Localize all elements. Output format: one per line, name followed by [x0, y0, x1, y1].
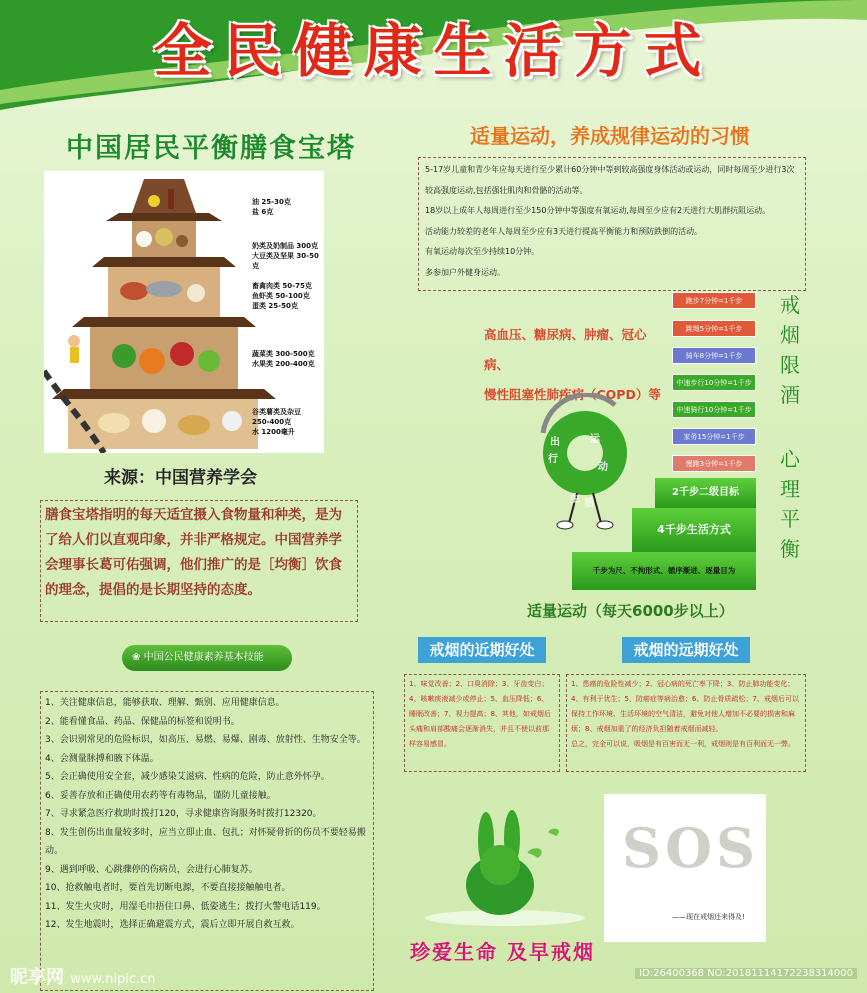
cycle-label: 行 [548, 454, 558, 465]
list-item: 7、寻求紧急医疗救助时拨打120，寻求健康咨询服务时拨打12320。 [45, 809, 322, 819]
side-text-mental-balance: 心理平衡 [780, 447, 800, 561]
pyramid-label-oil-salt: 油 25-30克 盐 6克 [252, 198, 291, 216]
cycle-label: 出 [550, 437, 560, 448]
list-item: 3、会识别常见的危险标识，如高压、易燃、易爆、剧毒、放射性、生物安全等。 [45, 735, 366, 745]
step-bar: 中速骑行10分钟=1千步 [672, 401, 756, 418]
sos-panel [604, 794, 766, 942]
pyramid-label-meat: 畜禽肉类 50-75克 鱼虾类 50-100克 蛋类 25-50克 [252, 282, 312, 310]
list-item: 4、会测量脉搏和腋下体温。 [45, 753, 159, 764]
pyramid-quote: 膳食宝塔指明的每天适宜摄入食物量和种类，是为了给人们以直观印象，并非严格规定。中国营养学会理事长葛可佑强调，他们推广的是［均衡］饮食的理念，提倡的是长期坚持的态度。 [40, 500, 358, 622]
list-item: 18岁以上成年人每周进行至少150分钟中等强度有氧运动,每周至少应有2天进行大肌群抗阻运动。 [425, 206, 771, 215]
side-text-quit-smoking: 戒烟限酒 [780, 293, 800, 407]
exercise-guidelines [418, 157, 806, 291]
image-id: ID:26400368 NO:20181114172238314000 [635, 968, 857, 979]
leaf-icon: ❀ [132, 652, 141, 663]
step-bar: 中速步行10分钟=1千步 [672, 374, 756, 391]
pyramid-label-grain: 谷类薯类及杂豆 250-400克 水 1200毫升 [252, 408, 301, 436]
cherish-life-slogan: 珍爱生命 及早戒烟 [410, 940, 595, 964]
near-benefit-text [404, 674, 560, 772]
sos-caption: ——现在戒烟还来得及! [672, 913, 745, 921]
pyramid-label-veg-fruit: 蔬菜类 300-500克 水果类 200-400克 [252, 350, 315, 368]
cycle-label: 活 [584, 498, 594, 509]
list-item: 12、发生地震时，选择正确避震方式，震后立即开展自救互救。 [45, 920, 300, 930]
step-bar: 跳绳5分钟=1千步 [672, 320, 756, 337]
list-item: 8、发生创伤出血量较多时，应当立即止血、包扎；对怀疑骨折的伤员不要轻易搬动。 [45, 827, 366, 856]
step-bar: 跑步7分钟=1千步 [672, 292, 756, 309]
pyramid-label-dairy: 奶类及奶制品 300克 大豆类及坚果 30-50克 [252, 242, 319, 270]
watermark: 昵享网 www.nipic.cn [10, 967, 156, 988]
list-item: 10、抢救触电者时，要首先切断电源，不要直接接触触电者。 [45, 883, 291, 893]
list-item: 11、发生火灾时，用湿毛巾捂住口鼻、低姿逃生；拨打火警电话119。 [45, 901, 326, 912]
list-item: 1、关注健康信息，能够获取、理解、甄别、应用健康信息。 [45, 698, 285, 708]
step-base: 千步为尺、不拘形式、循序渐进、逐量目为 [572, 552, 756, 590]
step-bar: 慢跑3分钟=1千步 [672, 455, 756, 472]
walk-caption: 适量运动（每天6000步以上） [527, 602, 734, 620]
exercise-title: 适量运动，养成规律运动的习惯 [470, 124, 750, 148]
food-pyramid-panel [44, 171, 324, 453]
list-item: 2、能看懂食品、药品、保健品的标签和说明书。 [45, 716, 240, 727]
cycle-label: 运 [590, 434, 600, 445]
step-level-2: 2千步二级目标 [655, 478, 756, 508]
list-item: 5-17岁儿童和青少年应每天进行至少累计60分钟中等到较高强度身体活动或运动，同时每周至少进行3次较高强度运动,包括强壮肌肉和骨骼的活动等。 [425, 165, 795, 195]
list-item: 活动能力较差的老年人每周至少应有3天进行提高平衡能力和预防跌倒的活动。 [425, 226, 703, 236]
list-item: 5、会正确使用安全套，减少感染艾滋病、性病的危险，防止意外怀孕。 [45, 772, 330, 782]
list-item: 有氧运动每次至少持续10分钟。 [425, 247, 540, 256]
skills-list [40, 691, 374, 991]
far-benefit-paragraph: 1、患癌的危险性减少；2、冠心病的死亡率下降；3、防止肺功能变化；4、有利于优生；5、防癌症等病治愈；6、防止骨质疏松；7、戒烟后可以保持工作环境、生活环境的空气清洁，避免对他人增加不必要的损害和麻烦；8、戒烟加重了的经济负担随着戒烟而减轻。 [571, 680, 799, 733]
pyramid-title: 中国居民平衡膳食宝塔 [66, 133, 356, 164]
far-benefit-tag: 戒烟的远期好处 [622, 637, 750, 663]
list-item: 6、妥善存放和正确使用农药等有毒物品，谨防儿童接触。 [45, 790, 276, 801]
far-benefit-text [566, 674, 806, 772]
near-benefit-tag: 戒烟的近期好处 [418, 637, 546, 663]
near-benefit-paragraph: 1、味觉改善；2、口臭消除；3、牙齿变白；4、咳嗽痰液减少或停止；5、血压降低；6、睡眠改善；7、视力提高；8、其他，如戒烟后头痛和肩部酸痛会逐渐消失，并且不使以前那样容易感冒。 [409, 680, 551, 748]
list-item: 9、遇到呼吸、心跳骤停的伤病员，会进行心肺复苏。 [45, 864, 258, 875]
list-item: 多参加户外健身运动。 [425, 267, 505, 277]
cycle-label: 生 [570, 494, 580, 505]
disease-line: 慢性阻塞性肺疾病（COPD）等 [484, 387, 661, 402]
source-note: 来源：中国营养学会 [104, 468, 257, 488]
sos-cigarette-text: SOS [622, 816, 760, 880]
far-benefit-paragraph: 总之，完全可以说，吸烟是有百害而无一利，戒烟则是有百利而无一弊。 [571, 740, 795, 748]
step-bar: 骑车8分钟=1千步 [672, 347, 756, 364]
green-leaf-figure [420, 800, 590, 930]
skills-pill: ❀ 中国公民健康素养基本技能 [122, 645, 292, 671]
cycle-label: 动 [598, 462, 608, 473]
page-title: 全民健康生活方式 [153, 17, 714, 85]
step-level-4: 4千步生活方式 [632, 508, 756, 552]
disease-line: 高血压、糖尿病、肿瘤、冠心病、 [484, 327, 647, 372]
step-bar: 家务15分钟=1千步 [672, 428, 756, 445]
